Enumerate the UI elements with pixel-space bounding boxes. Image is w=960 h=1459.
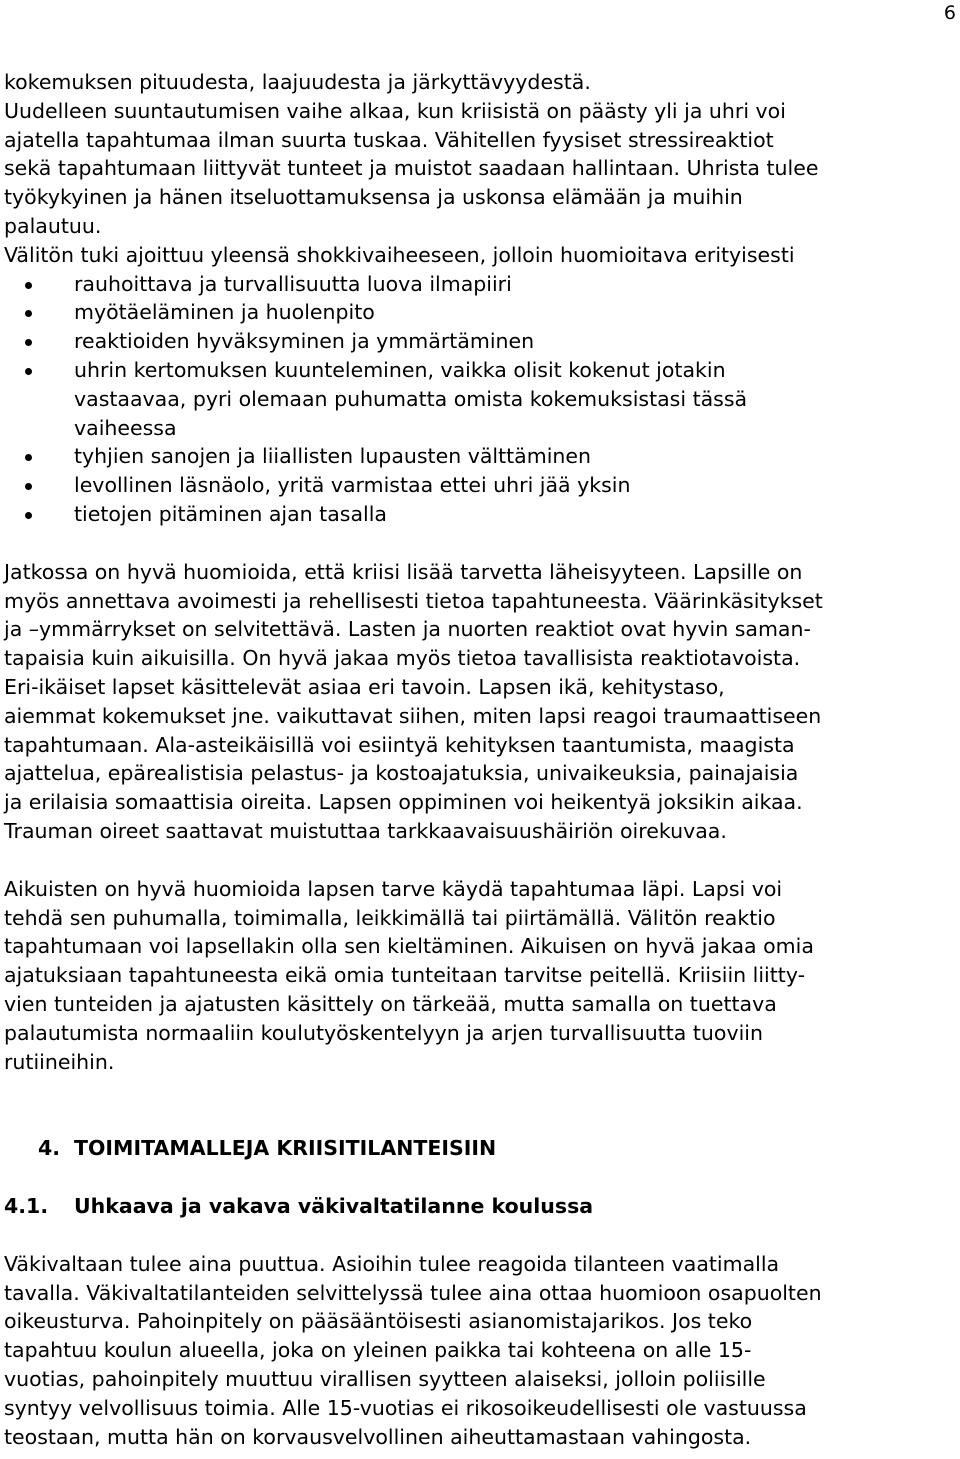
section-heading [4, 1134, 956, 1163]
list-item-text: tyhjien sanojen ja liiallisten lupausten välttäminen [74, 444, 592, 469]
text-line: vuotias, pahoinpitely muuttuu virallisen syytteen alaiseksi, jolloin poliisille [4, 1367, 766, 1392]
bullet-list [4, 270, 956, 529]
text-line: Uudelleen suuntautumisen vaihe alkaa, kun kriisistä on päästy yli ja uhri voi [4, 98, 786, 123]
text-line: ajatuksiaan tapahtuneesta eikä omia tunteitaan tarvitse peitellä. Kriisiin liitty- [4, 963, 806, 988]
list-item-text: vaiheessa [74, 415, 177, 440]
list-item [4, 298, 956, 327]
list-item-text: tietojen pitäminen ajan tasalla [74, 501, 387, 526]
text-line: kokemuksen pituudesta, laajuudesta ja järkyttävyydestä. [4, 70, 591, 94]
bullet-icon [25, 310, 32, 317]
section-title: TOIMITAMALLEJA KRIISITILANTEISIIN [74, 1136, 497, 1161]
text-line: tehdä sen puhumalla, toimimalla, leikkimällä tai piirtämällä. Välitön reaktio [4, 905, 776, 930]
text-line: tapaisia kuin aikuisilla. On hyvä jakaa myös tietoa tavallisista reaktiotavoista. [4, 646, 801, 671]
list-item-text: uhrin kertomuksen kuunteleminen, vaikka olisit kokenut jotakin [74, 357, 726, 382]
text-line: Väkivaltaan tulee aina puuttua. Asioihin tulee reagoida tilanteen vaatimalla [4, 1251, 780, 1276]
list-item [4, 471, 956, 500]
bullet-icon [25, 483, 32, 490]
document-body [4, 68, 956, 1451]
list-item-text: levollinen läsnäolo, yritä varmistaa ettei uhri jää yksin [74, 473, 631, 498]
bullet-icon [25, 368, 32, 375]
text-line: teostaan, mutta hän on korvausvelvollinen aiheuttamastaan vahingosta. [4, 1424, 752, 1449]
text-line: ajatella tapahtumaa ilman suurta tuskaa. Vähitellen fyysiset stressireaktiot [4, 127, 774, 152]
text-line: ja –ymmärrykset on selvitettävä. Lasten ja nuorten reaktiot ovat hyvin saman- [4, 617, 811, 642]
list-item [4, 327, 956, 356]
text-line: myös annettava avoimesti ja rehellisesti tietoa tapahtuneesta. Väärinkäsitykset [4, 588, 823, 613]
list-item [4, 270, 956, 299]
text-line: Aikuisten on hyvä huomioida lapsen tarve käydä tapahtumaa läpi. Lapsi voi [4, 876, 783, 901]
text-line: tapahtumaan voi lapsellakin olla sen kieltäminen. Aikuisen on hyvä jakaa omia [4, 934, 814, 959]
text-line: tapahtuu koulun alueella, joka on yleinen paikka tai kohteena on alle 15- [4, 1338, 752, 1363]
text-line: vien tunteiden ja ajatusten käsittely on tärkeää, mutta samalla on tuettava [4, 991, 777, 1016]
page-number: 6 [943, 2, 956, 24]
text-line: syntyy velvollisuus toimia. Alle 15-vuotias ei rikosoikeudellisesti ole vastuussa [4, 1395, 807, 1420]
bullet-icon [25, 454, 32, 461]
text-line: ajattelua, epärealistisia pelastus- ja kostoajatuksia, univaikeuksia, painajaisia [4, 761, 799, 786]
paragraph-adults [4, 875, 956, 1077]
bullet-icon [25, 339, 32, 346]
list-item-text: vastaavaa, pyri olemaan puhumatta omista kokemuksistasi tässä [74, 386, 748, 411]
list-item-text: rauhoittava ja turvallisuutta luova ilmapiiri [74, 271, 512, 296]
paragraph-violence [4, 1250, 956, 1452]
text-line: tavalla. Väkivaltatilanteiden selvittelyssä tulee aina ottaa huomioon osapuolten [4, 1280, 822, 1305]
bullet-list-intro: Välitön tuki ajoittuu yleensä shokkivaiheeseen, jolloin huomioitava erityisesti [4, 242, 795, 267]
text-line: palautumista normaaliin koulutyöskentelyyn ja arjen turvallisuutta tuoviin [4, 1020, 763, 1045]
list-item [4, 500, 956, 529]
text-line: Eri-ikäiset lapset käsittelevät asiaa eri tavoin. Lapsen ikä, kehitystaso, [4, 674, 725, 699]
text-line: tapahtumaan. Ala-asteikäisillä voi esiintyä kehityksen taantumista, maagista [4, 732, 795, 757]
text-line: palautuu. [4, 213, 102, 238]
paragraph-children [4, 558, 956, 846]
subsection-number: 4.1. [4, 1194, 49, 1219]
list-item-text: myötäeläminen ja huolenpito [74, 300, 375, 325]
subsection-title: Uhkaava ja vakava väkivaltatilanne koulussa [74, 1194, 594, 1219]
list-item [4, 442, 956, 471]
subsection-heading [4, 1192, 956, 1221]
bullet-icon [25, 282, 32, 289]
text-line: työkykyinen ja hänen itseluottamuksensa ja uskonsa elämään ja muihin [4, 185, 743, 210]
section-number: 4. [38, 1136, 61, 1161]
text-line: aiemmat kokemukset jne. vaikuttavat siihen, miten lapsi reagoi traumaattiseen [4, 703, 822, 728]
paragraph-reorientation [4, 68, 956, 241]
list-item-text: reaktioiden hyväksyminen ja ymmärtäminen [74, 329, 535, 354]
text-line: ja erilaisia somaattisia oireita. Lapsen oppiminen voi heikentyä joksikin aikaa. [4, 790, 803, 815]
text-line: Trauman oireet saattavat muistuttaa tarkkaavaisuushäiriön oirekuvaa. [4, 818, 727, 843]
bullet-icon [25, 512, 32, 519]
text-line: Jatkossa on hyvä huomioida, että kriisi lisää tarvetta läheisyyteen. Lapsille on [4, 559, 803, 584]
text-line: rutiineihin. [4, 1049, 115, 1074]
text-line: sekä tapahtumaan liittyvät tunteet ja muistot saadaan hallintaan. Uhrista tulee [4, 156, 819, 181]
text-line: oikeusturva. Pahoinpitely on pääsääntöisesti asianomistajarikos. Jos teko [4, 1309, 753, 1334]
list-item [4, 356, 956, 442]
